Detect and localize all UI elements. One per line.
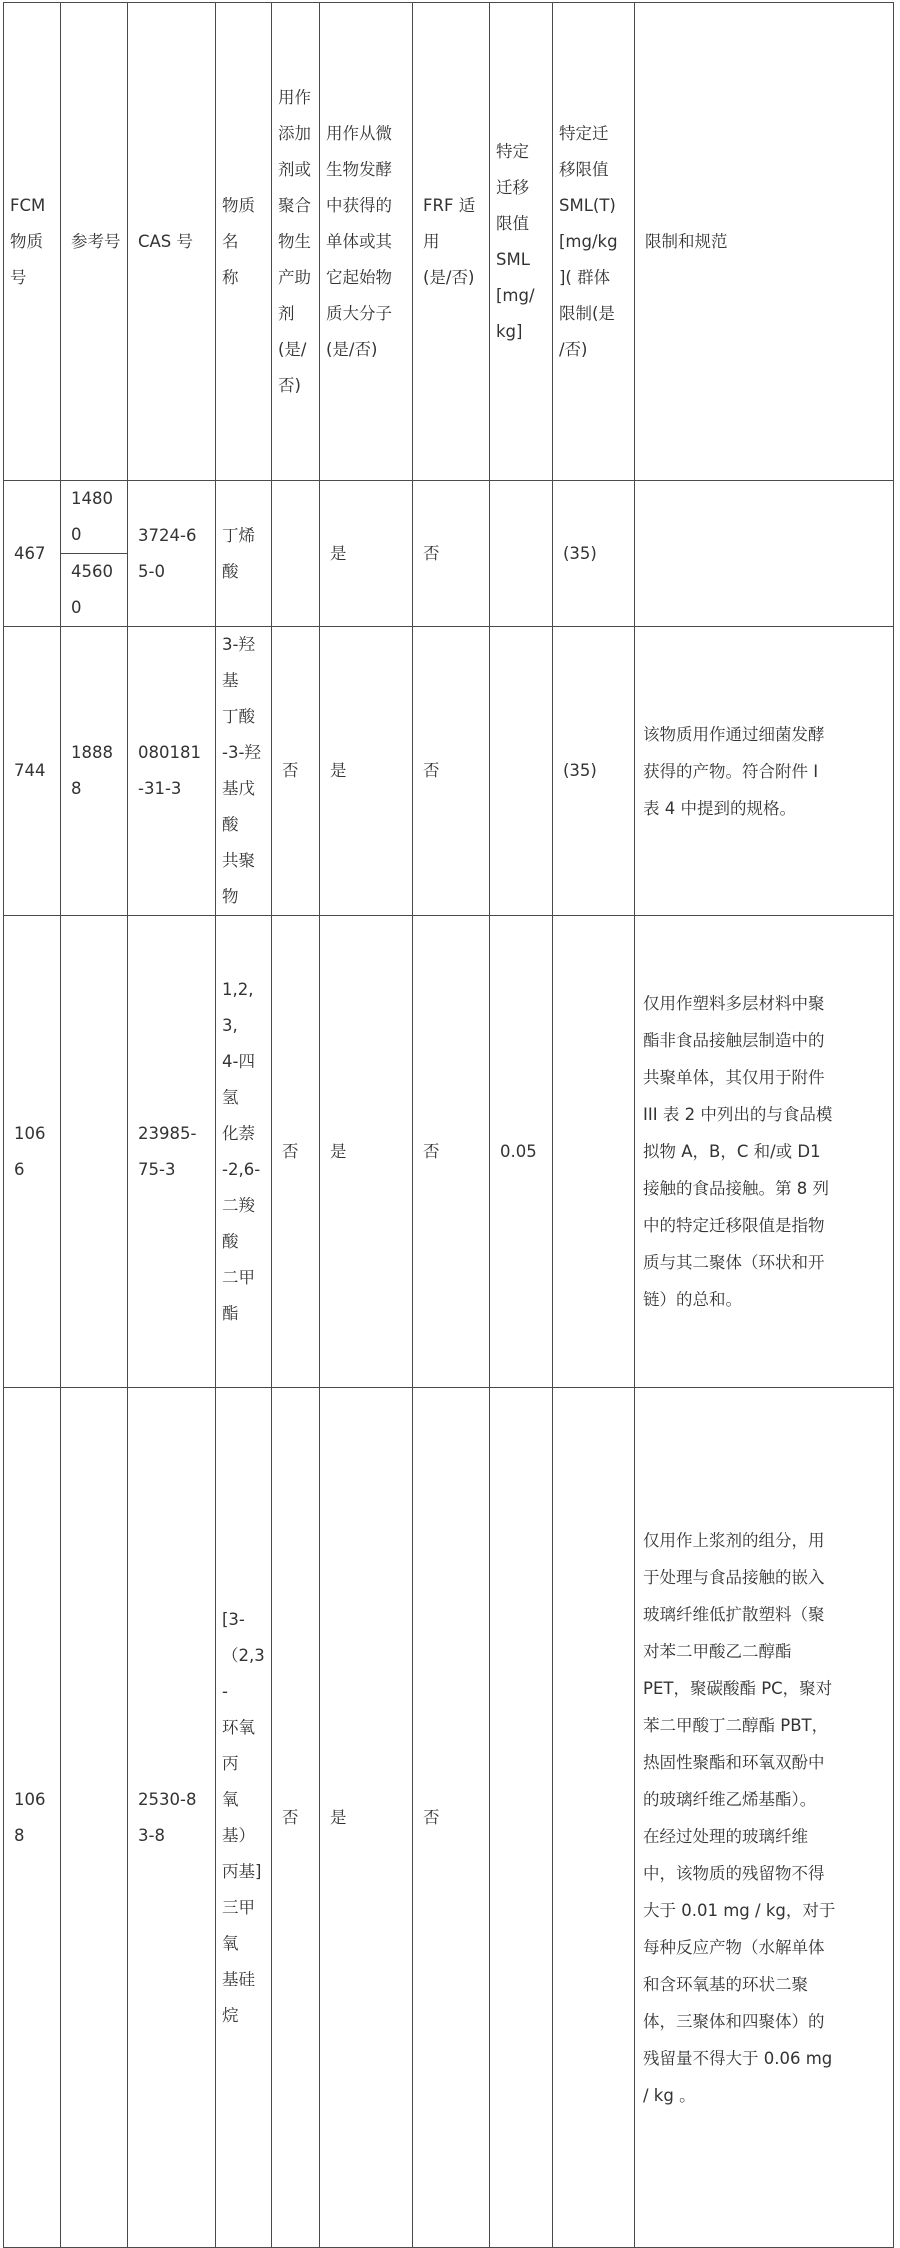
cell-fcm: 1068 [4,1388,61,2248]
cell-smlt: (35) [553,627,635,916]
cell-smlt: (35) [553,481,635,627]
cell-name: 1,2,3, 4-四氢 化萘 -2,6- 二羧酸 二甲酯 [216,916,272,1388]
cell-sml [490,481,553,627]
cell-sml [490,1388,553,2248]
cell-cas: 23985- 75-3 [128,916,216,1388]
cell-cas: 3724-6 5-0 [128,481,216,627]
cell-restrictions: 仅用作上浆剂的组分，用 于处理与食品接触的嵌入 玻璃纤维低扩散塑料（聚 对苯二甲酸乙二醇酯 PET，聚碳酸酯 PC，聚对 苯二甲酸丁二醇酯 PBT， 热固性聚酯和环氧双酚中 的玻璃纤维乙烯基酯）。 在经过处理的玻璃纤维 中，该物质的残留物不得 大于 0.01 mg / kg，对于 每种反应产物（水解单体 和含环氧基的环状二聚 体，三聚体和四聚体）的 残留量不得大于 0.06 mg / kg 。 [635,1388,894,2248]
cell-monomer: 是 [320,481,413,627]
cell-ref: 45600 [61,554,128,627]
header-cas: CAS 号 [128,3,216,481]
header-row [4,3,894,481]
header-frf: FRF 适 用 (是/否) [413,3,490,481]
cell-sml: 0.05 [490,916,553,1388]
cell-name: 丁烯酸 [216,481,272,627]
cell-name: [3- （2,3- 环氧丙 氧基） 丙基] 三甲氧 基硅烷 [216,1388,272,2248]
cell-restrictions: 该物质用作通过细菌发酵 获得的产物。符合附件 I 表 4 中提到的规格。 [635,627,894,916]
cell-cas: 080181 -31-3 [128,627,216,916]
table-row [4,627,894,916]
cell-frf: 否 [413,916,490,1388]
cell-restrictions: 仅用作塑料多层材料中聚 酯非食品接触层制造中的 共聚单体，其仅用于附件 III 表 2 中列出的与食品模 拟物 A，B，C 和/或 D1 接触的食品接触。第 8 列 中的特定迁移限值是指物 质与其二聚体（环状和开 链）的总和。 [635,916,894,1388]
cell-restrictions [635,481,894,627]
cell-smlt [553,916,635,1388]
cell-ref: 14800 [61,481,128,554]
cell-name: 3-羟基 丁酸 -3-羟 基戊酸 共聚物 [216,627,272,916]
header-fcm: FCM 物质 号 [4,3,61,481]
cell-frf: 否 [413,1388,490,2248]
cell-monomer: 是 [320,627,413,916]
cell-frf: 否 [413,481,490,627]
cell-additive: 否 [272,916,320,1388]
cell-fcm: 744 [4,627,61,916]
header-restrictions: 限制和规范 [635,3,894,481]
header-monomer: 用作从微 生物发酵 中获得的 单体或其 它起始物 质大分子 (是/否) [320,3,413,481]
header-ref: 参考号 [61,3,128,481]
table-row [4,916,894,1388]
header-additive: 用作 添加 剂或 聚合 物生 产助 剂 (是/ 否) [272,3,320,481]
cell-ref [61,916,128,1388]
cell-additive: 否 [272,627,320,916]
cell-sml [490,627,553,916]
table-row [4,481,894,554]
cell-smlt [553,1388,635,2248]
cell-monomer: 是 [320,916,413,1388]
cell-fcm: 467 [4,481,61,627]
substance-table [3,2,894,2248]
cell-cas: 2530-8 3-8 [128,1388,216,2248]
cell-monomer: 是 [320,1388,413,2248]
header-name: 物质名 称 [216,3,272,481]
header-sml: 特定 迁移 限值 SML [mg/ kg] [490,3,553,481]
cell-additive: 否 [272,1388,320,2248]
cell-ref [61,1388,128,2248]
table-row [4,1388,894,2248]
header-smlt: 特定迁 移限值 SML(T) [mg/kg ]( 群体 限制(是 /否) [553,3,635,481]
cell-fcm: 1066 [4,916,61,1388]
cell-ref: 18888 [61,627,128,916]
cell-frf: 否 [413,627,490,916]
cell-additive [272,481,320,627]
